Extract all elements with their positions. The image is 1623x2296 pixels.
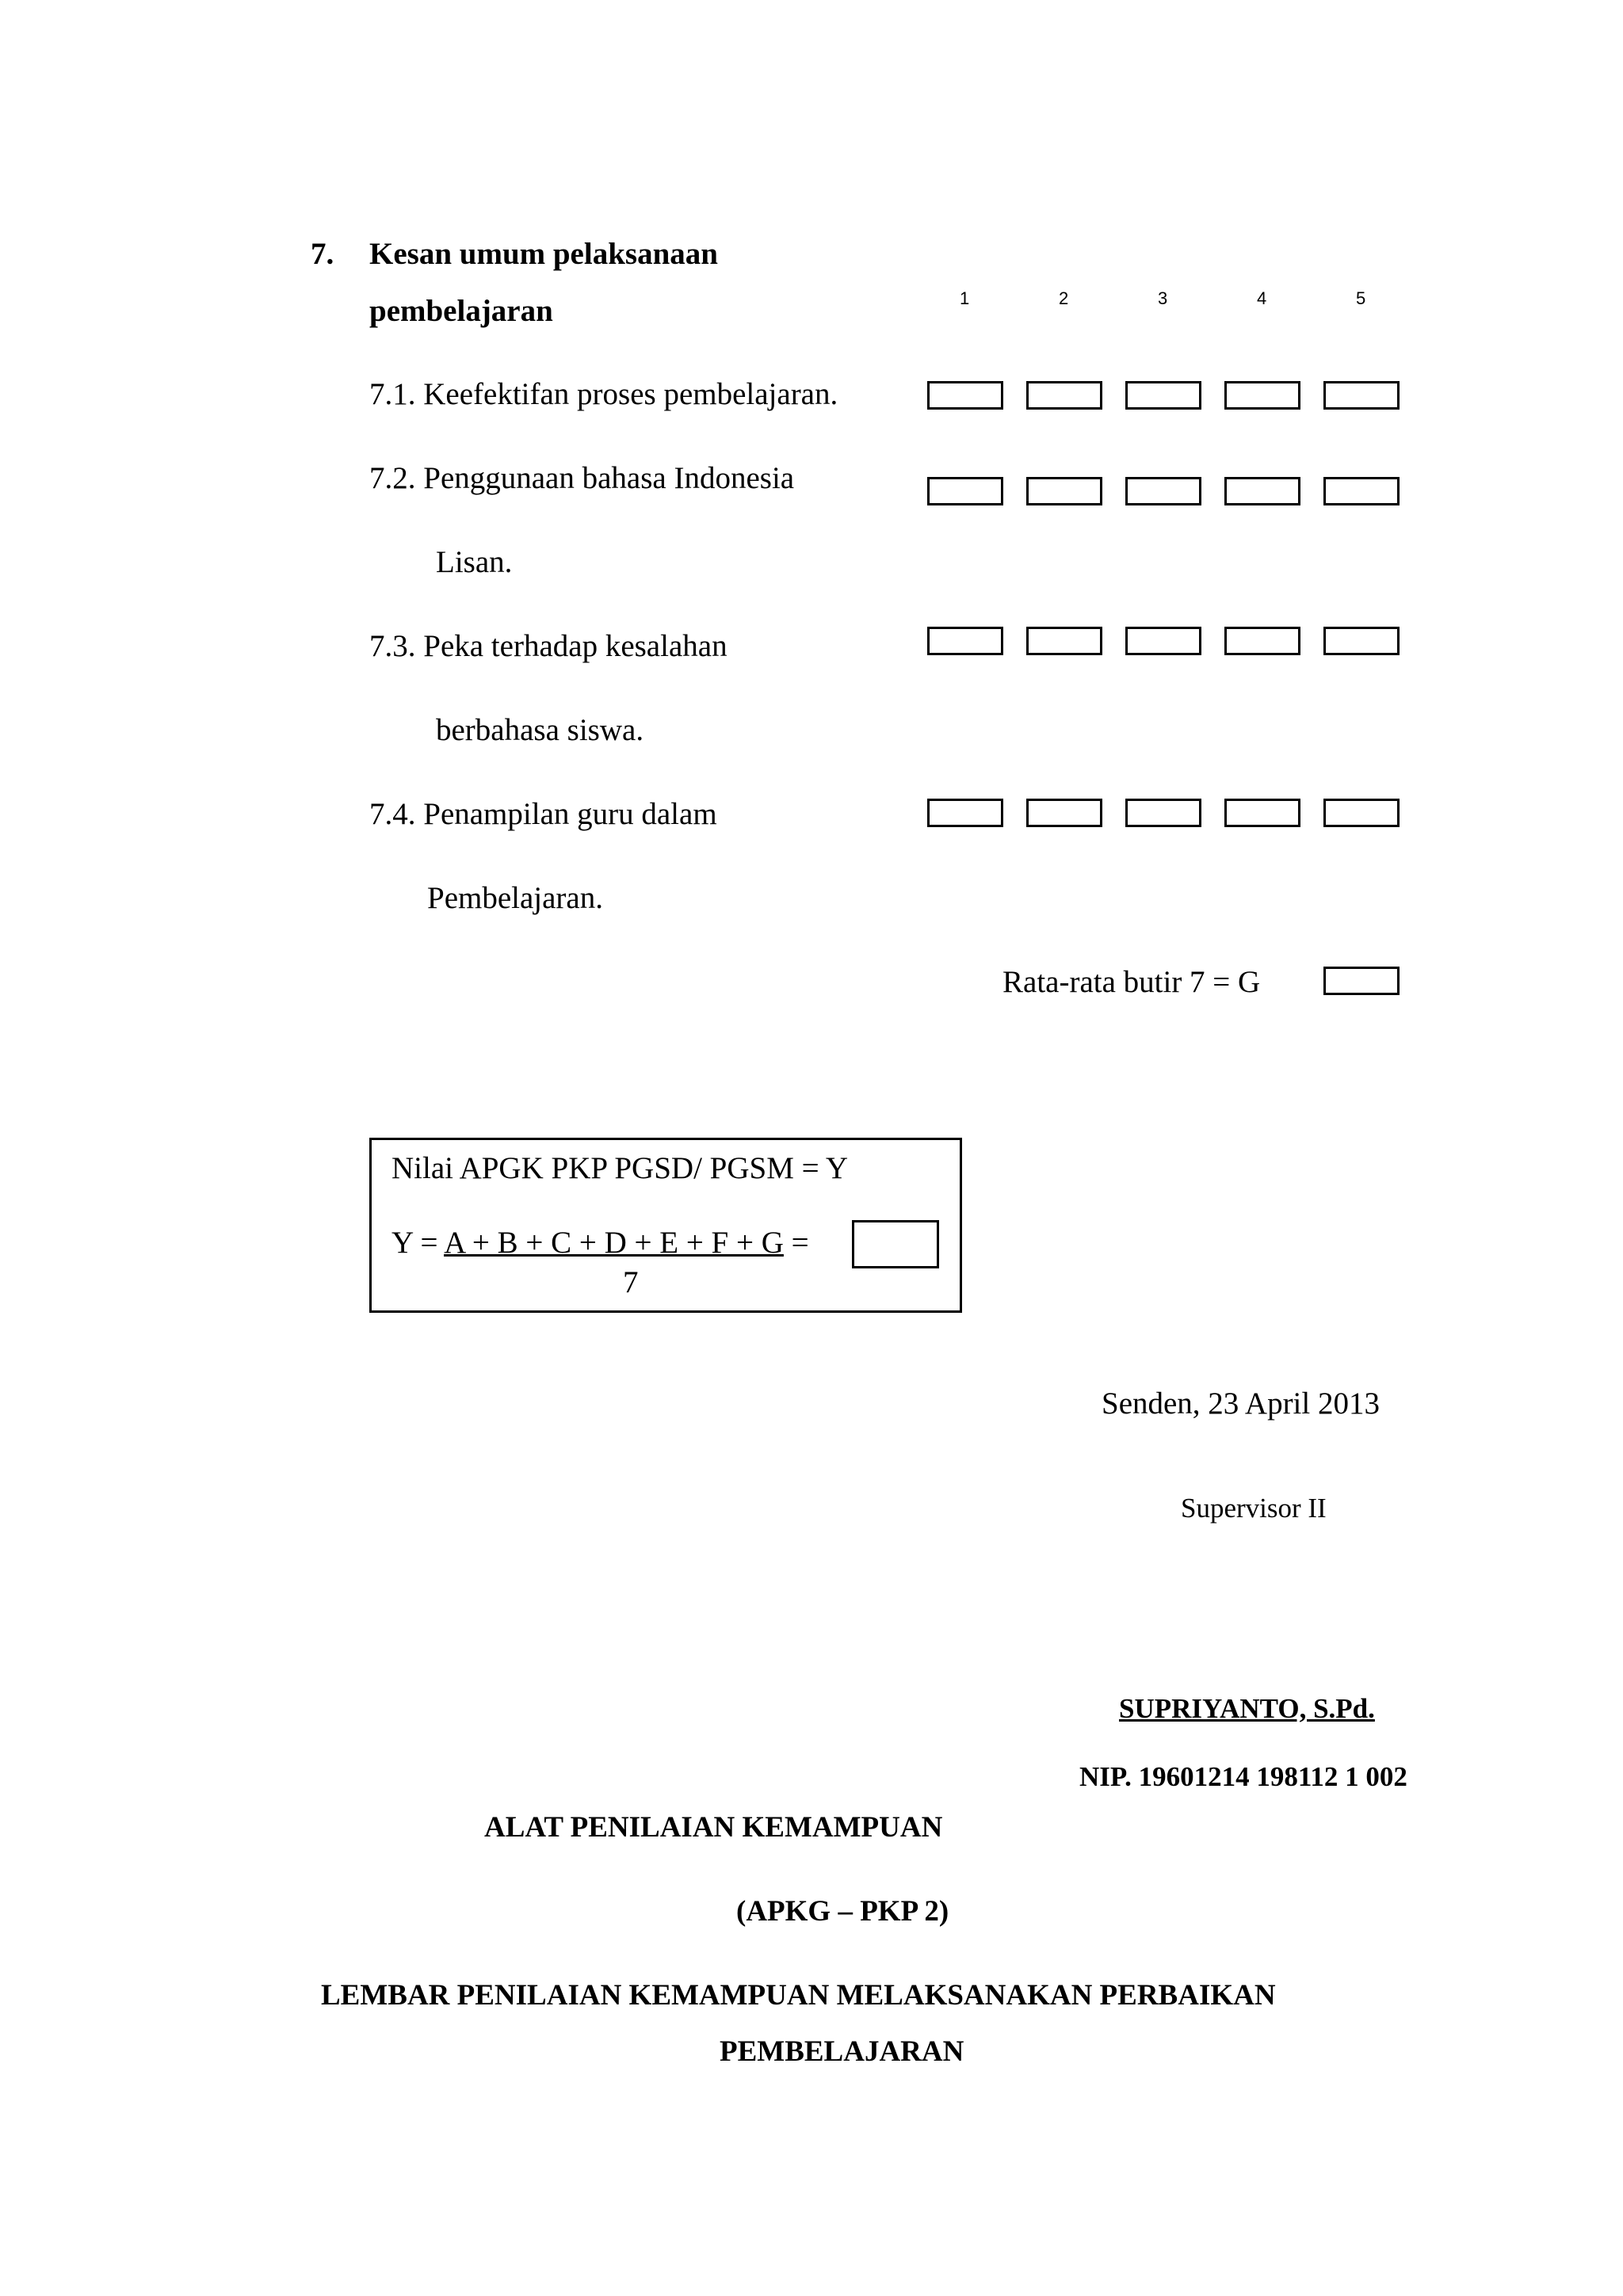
scale-label-5: 5 [1356,288,1366,308]
rating-box-7-3-5[interactable] [1323,627,1400,655]
rating-box-7-2-4[interactable] [1224,477,1300,505]
rating-box-7-2-2[interactable] [1026,477,1102,505]
formula-denominator: 7 [623,1265,639,1299]
rating-box-7-2-3[interactable] [1125,477,1201,505]
rating-box-7-4-2[interactable] [1026,799,1102,827]
heading-line1: ALAT PENILAIAN KEMAMPUAN [484,1811,943,1844]
scale-label-3: 3 [1158,288,1168,308]
average-label: Rata-rata butir 7 = G [1002,965,1261,999]
rating-box-7-1-1[interactable] [927,381,1003,410]
formula-expression [391,1225,809,1261]
supervisor-nip: NIP. 19601214 198112 1 002 [1079,1761,1407,1792]
item-7-4-cont: Pembelajaran. [427,881,603,915]
rating-box-7-4-4[interactable] [1224,799,1300,827]
supervisor-name: SUPRIYANTO, S.Pd. [1119,1693,1375,1724]
rating-box-7-3-2[interactable] [1026,627,1102,655]
rating-box-7-1-4[interactable] [1224,381,1300,410]
scale-label-4: 4 [1257,288,1267,308]
item-7-4-label: 7.4. Penampilan guru dalam [369,797,717,831]
section-title-line1: Kesan umum pelaksanaan [369,237,718,271]
scale-label-1: 1 [960,288,970,308]
formula-numerator: A + B + C + D + E + F + G [444,1226,784,1260]
heading-line3: LEMBAR PENILAIAN KEMAMPUAN MELAKSANAKAN PERBAIKAN [321,1979,1276,2012]
scale-label-2: 2 [1059,288,1069,308]
item-7-2-cont: Lisan. [436,545,513,579]
rating-box-7-2-5[interactable] [1323,477,1400,505]
formula-y-prefix: Y = [391,1226,445,1260]
rating-box-7-1-2[interactable] [1026,381,1102,410]
item-7-3-cont: berbahasa siswa. [436,713,644,747]
formula-result-box[interactable] [852,1220,939,1268]
section-title-line2: pembelajaran [369,294,553,328]
rating-box-7-1-5[interactable] [1323,381,1400,410]
rating-box-7-4-5[interactable] [1323,799,1400,827]
rating-box-7-4-1[interactable] [927,799,1003,827]
formula-title: Nilai APGK PKP PGSD/ PGSM = Y [391,1151,849,1185]
rating-box-7-4-3[interactable] [1125,799,1201,827]
supervisor-role: Supervisor II [1181,1493,1327,1524]
place-date: Senden, 23 April 2013 [1102,1386,1380,1421]
rating-box-7-3-1[interactable] [927,627,1003,655]
section-number: 7. [311,237,334,271]
heading-line2: (APKG – PKP 2) [736,1895,949,1928]
heading-line4: PEMBELAJARAN [720,2035,964,2068]
item-7-3-label: 7.3. Peka terhadap kesalahan [369,629,727,663]
item-7-2-label: 7.2. Penggunaan bahasa Indonesia [369,461,795,495]
average-box[interactable] [1323,967,1400,995]
rating-box-7-1-3[interactable] [1125,381,1201,410]
rating-box-7-3-4[interactable] [1224,627,1300,655]
formula-equals: = [783,1226,809,1260]
rating-box-7-2-1[interactable] [927,477,1003,505]
rating-box-7-3-3[interactable] [1125,627,1201,655]
item-7-1-label: 7.1. Keefektifan proses pembelajaran. [369,377,838,411]
